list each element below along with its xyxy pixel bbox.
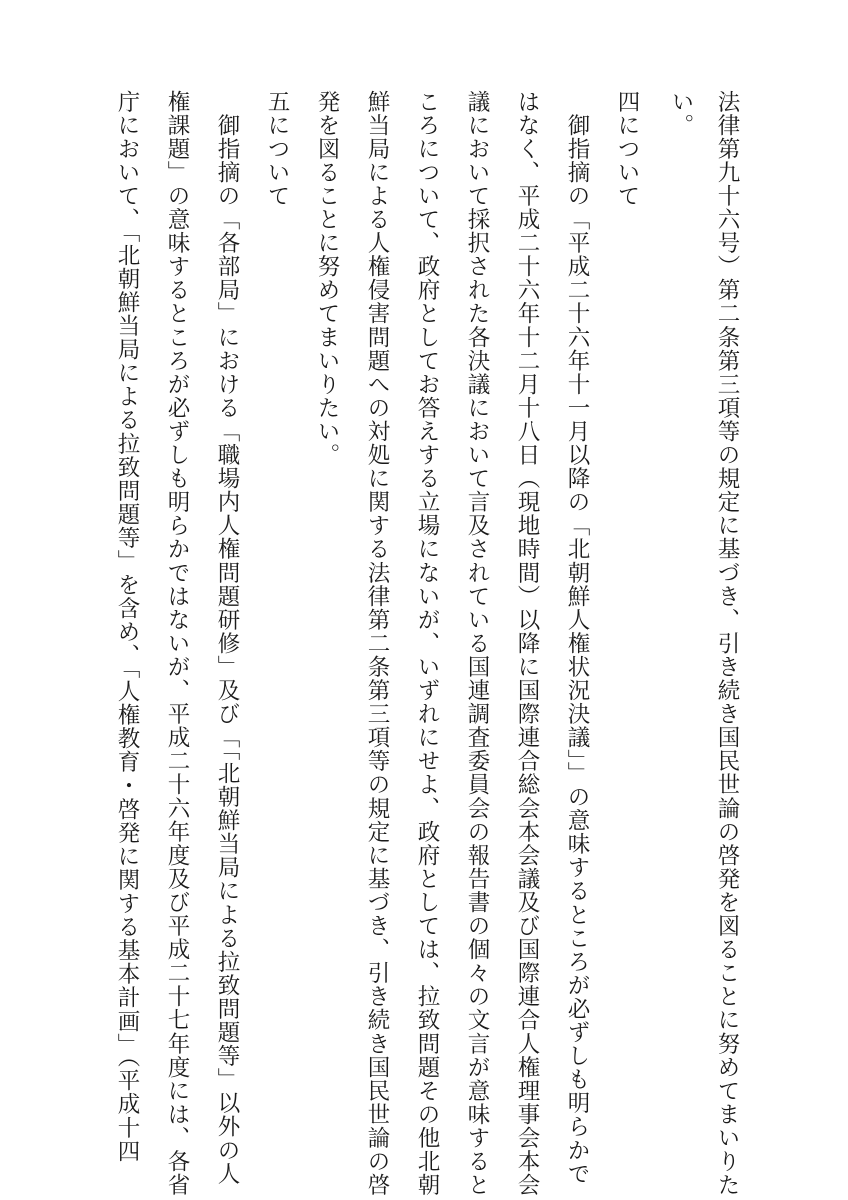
text-line: 議において採択された各決議において言及されている国連調査委員会の報告書の個々の文言が意味すると xyxy=(464,90,490,1197)
section-heading: 四について xyxy=(614,90,640,208)
text-line: 御指摘の「平成二十六年十一月以降の「北朝鮮人権状況決議」」の意味するところが必ずしも明らかで xyxy=(564,90,590,1186)
section-heading: 五について xyxy=(264,90,290,208)
text-line: 庁において、「北朝鮮当局による拉致問題等」を含め、「人権教育・啓発に関する基本計画」（平成十四 xyxy=(114,90,140,1164)
text-line: はなく、平成二十六年十二月十八日（現地時間）以降に国際連合総会本会議及び国際連合人権理事会本会 xyxy=(514,90,540,1197)
text-line: 権課題」の意味するところが必ずしも明らかではないが、平成二十六年度及び平成二十七年度には、各省 xyxy=(164,90,190,1197)
text-line: 御指摘の「各部局」における「職場内人権問題研修」及び「「北朝鮮当局による拉致問題等」以外の人 xyxy=(214,90,240,1186)
text-line: 鮮当局による人権侵害問題への対処に関する法律第二条第三項等の規定に基づき、引き続き国民世論の啓 xyxy=(364,90,390,1197)
text-line: 発を図ることに努めてまいりたい。 xyxy=(314,90,340,467)
text-line: い。 xyxy=(668,90,694,138)
text-line: ころについて、政府としてお答えする立場にないが、いずれにせよ、政府としては、拉致問題その他北朝 xyxy=(414,90,440,1197)
text-line: 法律第九十六号）第二条第三項等の規定に基づき、引き続き国民世論の啓発を図ることに努めてまいりた xyxy=(714,90,740,1197)
